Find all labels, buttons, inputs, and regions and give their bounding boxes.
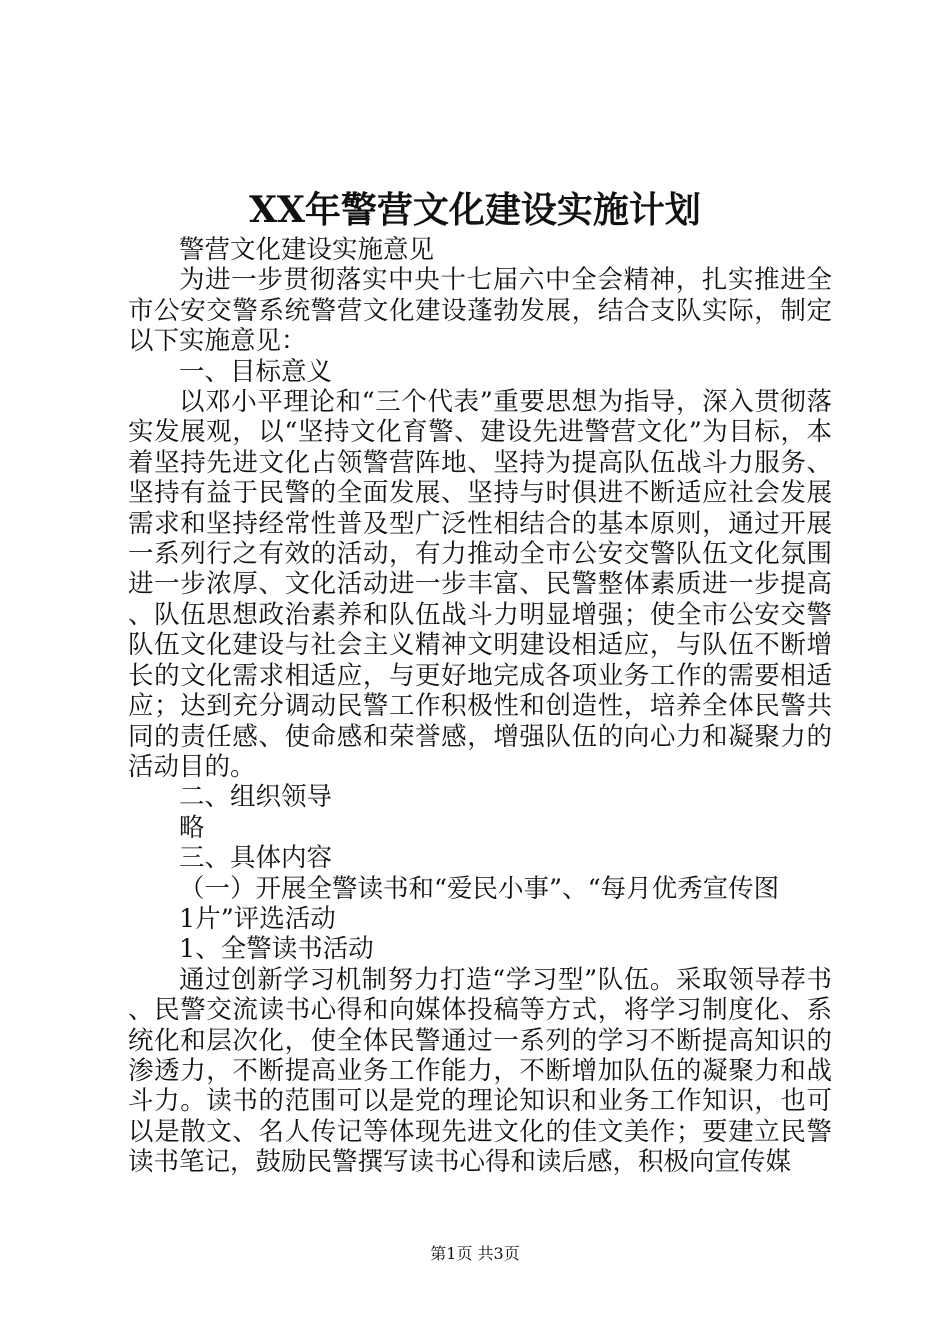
heading-goal: 一、目标意义 (179, 356, 333, 387)
paragraph-subtitle: 警营文化建设实施意见 (179, 235, 435, 265)
heading-organization: 二、组织领导 (179, 782, 333, 813)
paragraph-intro: 为进一步贯彻落实中央十七届六中全会精神，扎实推进全市公安交警系统警营文化建设蓬勃发展，结合支队实际，制定以下实施意见： (128, 265, 832, 357)
item-reading-activity: 1、全警读书活动 (179, 934, 374, 965)
page-footer: 第1页 共3页 (430, 1244, 520, 1263)
paragraph-organization: 略 (179, 812, 205, 843)
paragraph-reading: 通过创新学习机制努力打造“学习型”队伍。采取领导荐书、民警交流读书心得和向媒体投稿等方式，将学习制度化、系统化和层次化，使全体民警通过一系列的学习不断提高知识的渗透力，不断提高业务工作能力，不断增加队伍的凝聚力和战斗力。读书的范围可以是党的理论知识和业务工作知识，也可以是散文、名人传记等体现先进文化的佳文美作；要建立民警读书笔记，鼓励民警撰写读书心得和读后感，积极向宣传媒 (128, 964, 832, 1178)
subheading-activities-cont: 1片”评选活动 (179, 903, 336, 934)
subheading-activities: （一）开展全警读书和“爱民小事”、“每月优秀宣传图 (179, 873, 780, 904)
paragraph-goal: 以邓小平理论和“三个代表”重要思想为指导，深入贯彻落实发展观，以“坚持文化育警、建设先进警营文化”为目标，本着坚持先进文化占领警营阵地、坚持为提高队伍战斗力服务、坚持有益于民警的全面发展、坚持与时俱进不断适应社会发展需求和坚持经常性普及型广泛性相结合的基本原则，通过开展一系列行之有效的活动，有力推动全市公安交警队伍文化氛围进一步浓厚、文化活动进一步丰富、民警整体素质进一步提高、队伍思想政治素养和队伍战斗力明显增强；使全市公安交警队伍文化建设与社会主义精神文明建设相适应，与队伍不断增长的文化需求相适应，与更好地完成各项业务工作的需要相适应；达到充分调动民警工作积极性和创造性，培养全体民警共同的责任感、使命感和荣誉感，增强队伍的向心力和凝聚力的活动目的。 (128, 387, 832, 782)
document-body (128, 235, 832, 1178)
document-title: XX年警营文化建设实施计划 (249, 189, 701, 231)
heading-content: 三、具体内容 (179, 843, 333, 874)
